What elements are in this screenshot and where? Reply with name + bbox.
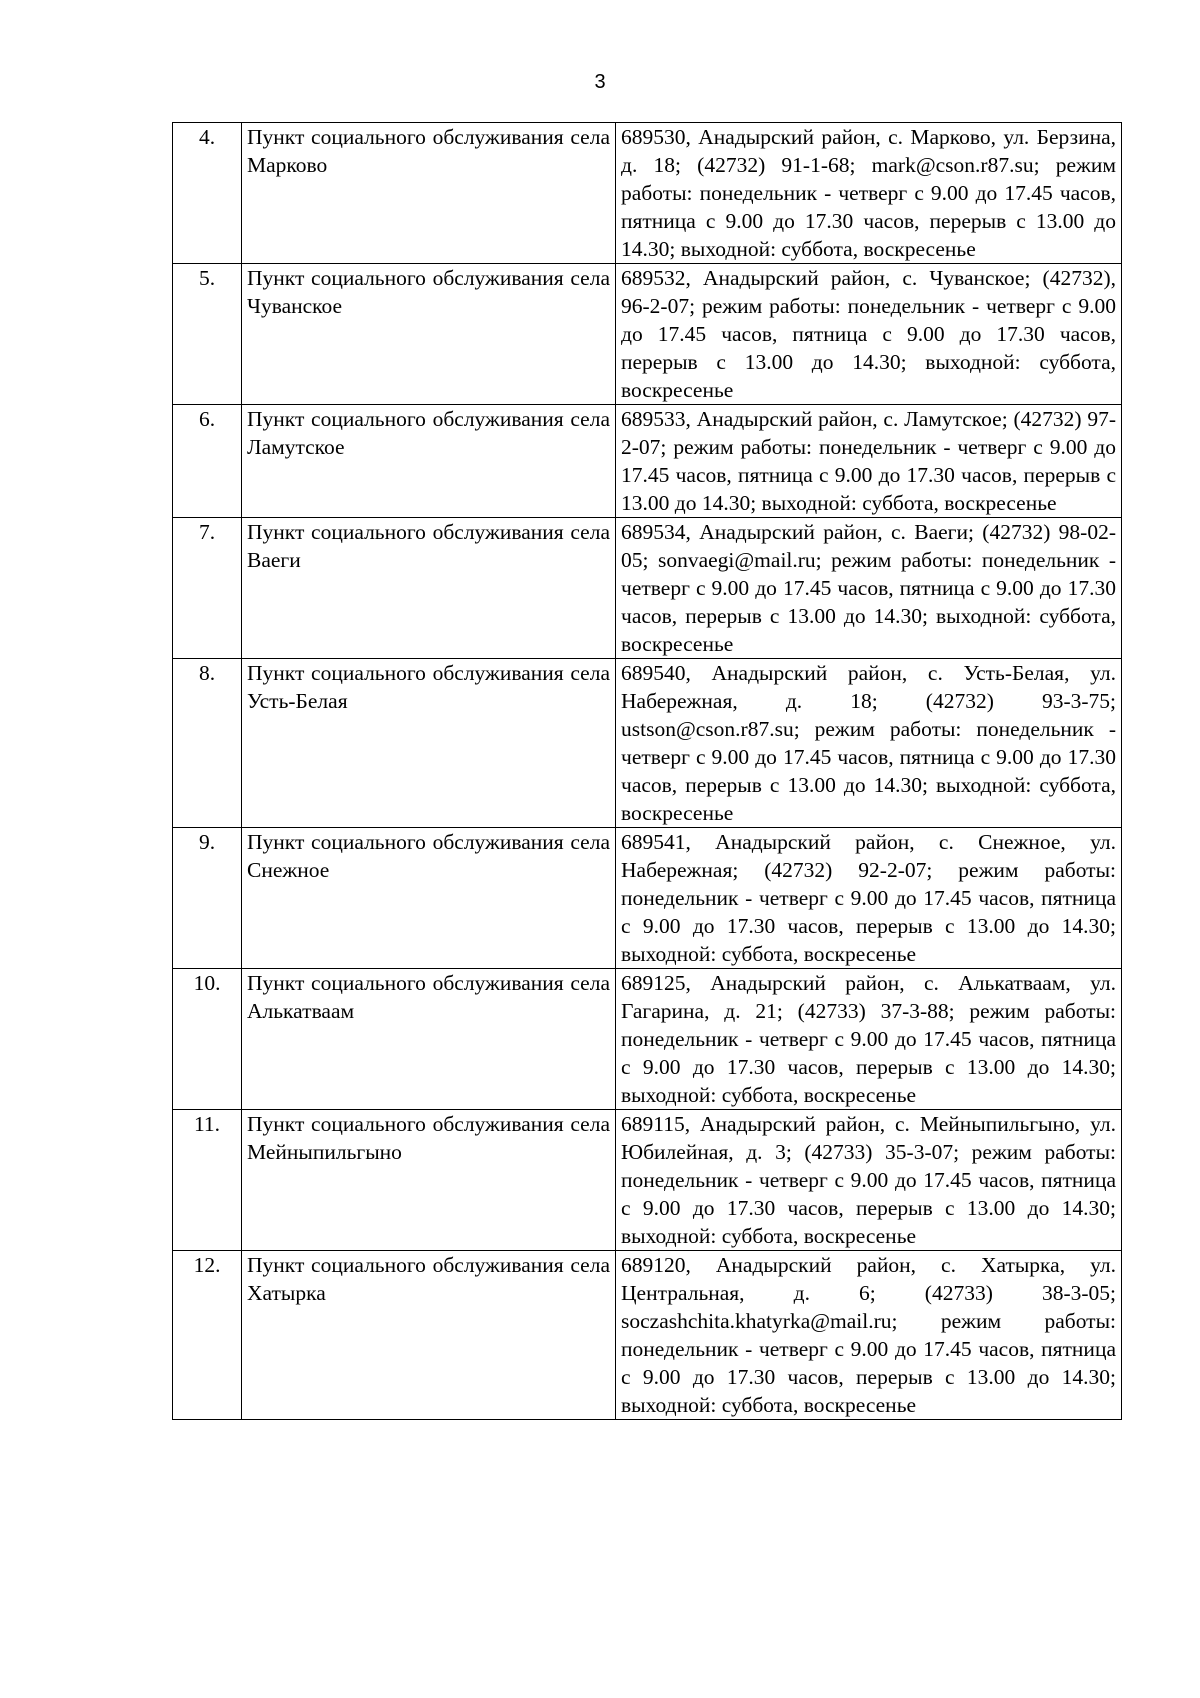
service-point-name: Пункт социального обслуживания села Ламутское	[242, 405, 616, 518]
service-point-name: Пункт социального обслуживания села Ваеги	[242, 518, 616, 659]
service-point-address: 689541, Анадырский район, с. Снежное, ул. Набережная; (42732) 92-2-07; режим работы: понедельник - четверг с 9.00 до 17.45 часов, пятница с 9.00 до 17.30 часов, перерыв с 13.00 до 14.30; выходной: суббота, воскресенье	[616, 828, 1122, 969]
service-point-address: 689532, Анадырский район, с. Чуванское; (42732), 96-2-07; режим работы: понедельник - четверг с 9.00 до 17.45 часов, пятница с 9.00 до 17.30 часов, перерыв с 13.00 до 14.30; выходной: суббота, воскресенье	[616, 264, 1122, 405]
service-point-address: 689534, Анадырский район, с. Ваеги; (42732) 98-02-05; sonvaegi@mail.ru; режим работы: понедельник - четверг с 9.00 до 17.45 часов, пятница с 9.00 до 17.30 часов, перерыв с 13.00 до 14.30; выходной: суббота, воскресенье	[616, 518, 1122, 659]
service-point-name: Пункт социального обслуживания села Алькатваам	[242, 969, 616, 1110]
service-point-name: Пункт социального обслуживания села Чуванское	[242, 264, 616, 405]
table-row	[173, 405, 1122, 518]
table-row	[173, 123, 1122, 264]
service-point-address: 689540, Анадырский район, с. Усть-Белая, ул. Набережная, д. 18; (42732) 93-3-75; ustson@cson.r87.su; режим работы: понедельник - четверг с 9.00 до 17.45 часов, пятница с 9.00 до 17.30 часов, перерыв с 13.00 до 14.30; выходной: суббота, воскресенье	[616, 659, 1122, 828]
service-point-name: Пункт социального обслуживания села Хатырка	[242, 1251, 616, 1420]
service-point-address: 689115, Анадырский район, с. Мейныпильгыно, ул. Юбилейная, д. 3; (42733) 35-3-07; режим работы: понедельник - четверг с 9.00 до 17.45 часов, пятница с 9.00 до 17.30 часов, перерыв с 13.00 до 14.30; выходной: суббота, воскресенье	[616, 1110, 1122, 1251]
row-number: 10.	[173, 969, 242, 1110]
service-point-name: Пункт социального обслуживания села Марково	[242, 123, 616, 264]
table-row	[173, 659, 1122, 828]
page-number: 3	[594, 71, 606, 93]
row-number: 7.	[173, 518, 242, 659]
row-number: 11.	[173, 1110, 242, 1251]
table-row	[173, 264, 1122, 405]
row-number: 6.	[173, 405, 242, 518]
service-point-address: 689530, Анадырский район, с. Марково, ул. Берзина, д. 18; (42732) 91-1-68; mark@cson.r87.su; режим работы: понедельник - четверг с 9.00 до 17.45 часов, пятница с 9.00 до 17.30 часов, перерыв с 13.00 до 14.30; выходной: суббота, воскресенье	[616, 123, 1122, 264]
social-service-points-table	[172, 122, 1122, 1420]
table-row	[173, 828, 1122, 969]
service-point-name: Пункт социального обслуживания села Усть-Белая	[242, 659, 616, 828]
row-number: 8.	[173, 659, 242, 828]
table-row	[173, 969, 1122, 1110]
service-point-name: Пункт социального обслуживания села Мейныпильгыно	[242, 1110, 616, 1251]
service-point-address: 689120, Анадырский район, с. Хатырка, ул. Центральная, д. 6; (42733) 38-3-05; soczashchita.khatyrka@mail.ru; режим работы: понедельник - четверг с 9.00 до 17.45 часов, пятница с 9.00 до 17.30 часов, перерыв с 13.00 до 14.30; выходной: суббота, воскресенье	[616, 1251, 1122, 1420]
row-number: 5.	[173, 264, 242, 405]
row-number: 12.	[173, 1251, 242, 1420]
service-point-name: Пункт социального обслуживания села Снежное	[242, 828, 616, 969]
service-point-address: 689533, Анадырский район, с. Ламутское; (42732) 97-2-07; режим работы: понедельник - четверг с 9.00 до 17.45 часов, пятница с 9.00 до 17.30 часов, перерыв с 13.00 до 14.30; выходной: суббота, воскресенье	[616, 405, 1122, 518]
table-row	[173, 518, 1122, 659]
table-row	[173, 1251, 1122, 1420]
service-point-address: 689125, Анадырский район, с. Алькатваам, ул. Гагарина, д. 21; (42733) 37-3-88; режим работы: понедельник - четверг с 9.00 до 17.45 часов, пятница с 9.00 до 17.30 часов, перерыв с 13.00 до 14.30; выходной: суббота, воскресенье	[616, 969, 1122, 1110]
table-row	[173, 1110, 1122, 1251]
row-number: 4.	[173, 123, 242, 264]
row-number: 9.	[173, 828, 242, 969]
